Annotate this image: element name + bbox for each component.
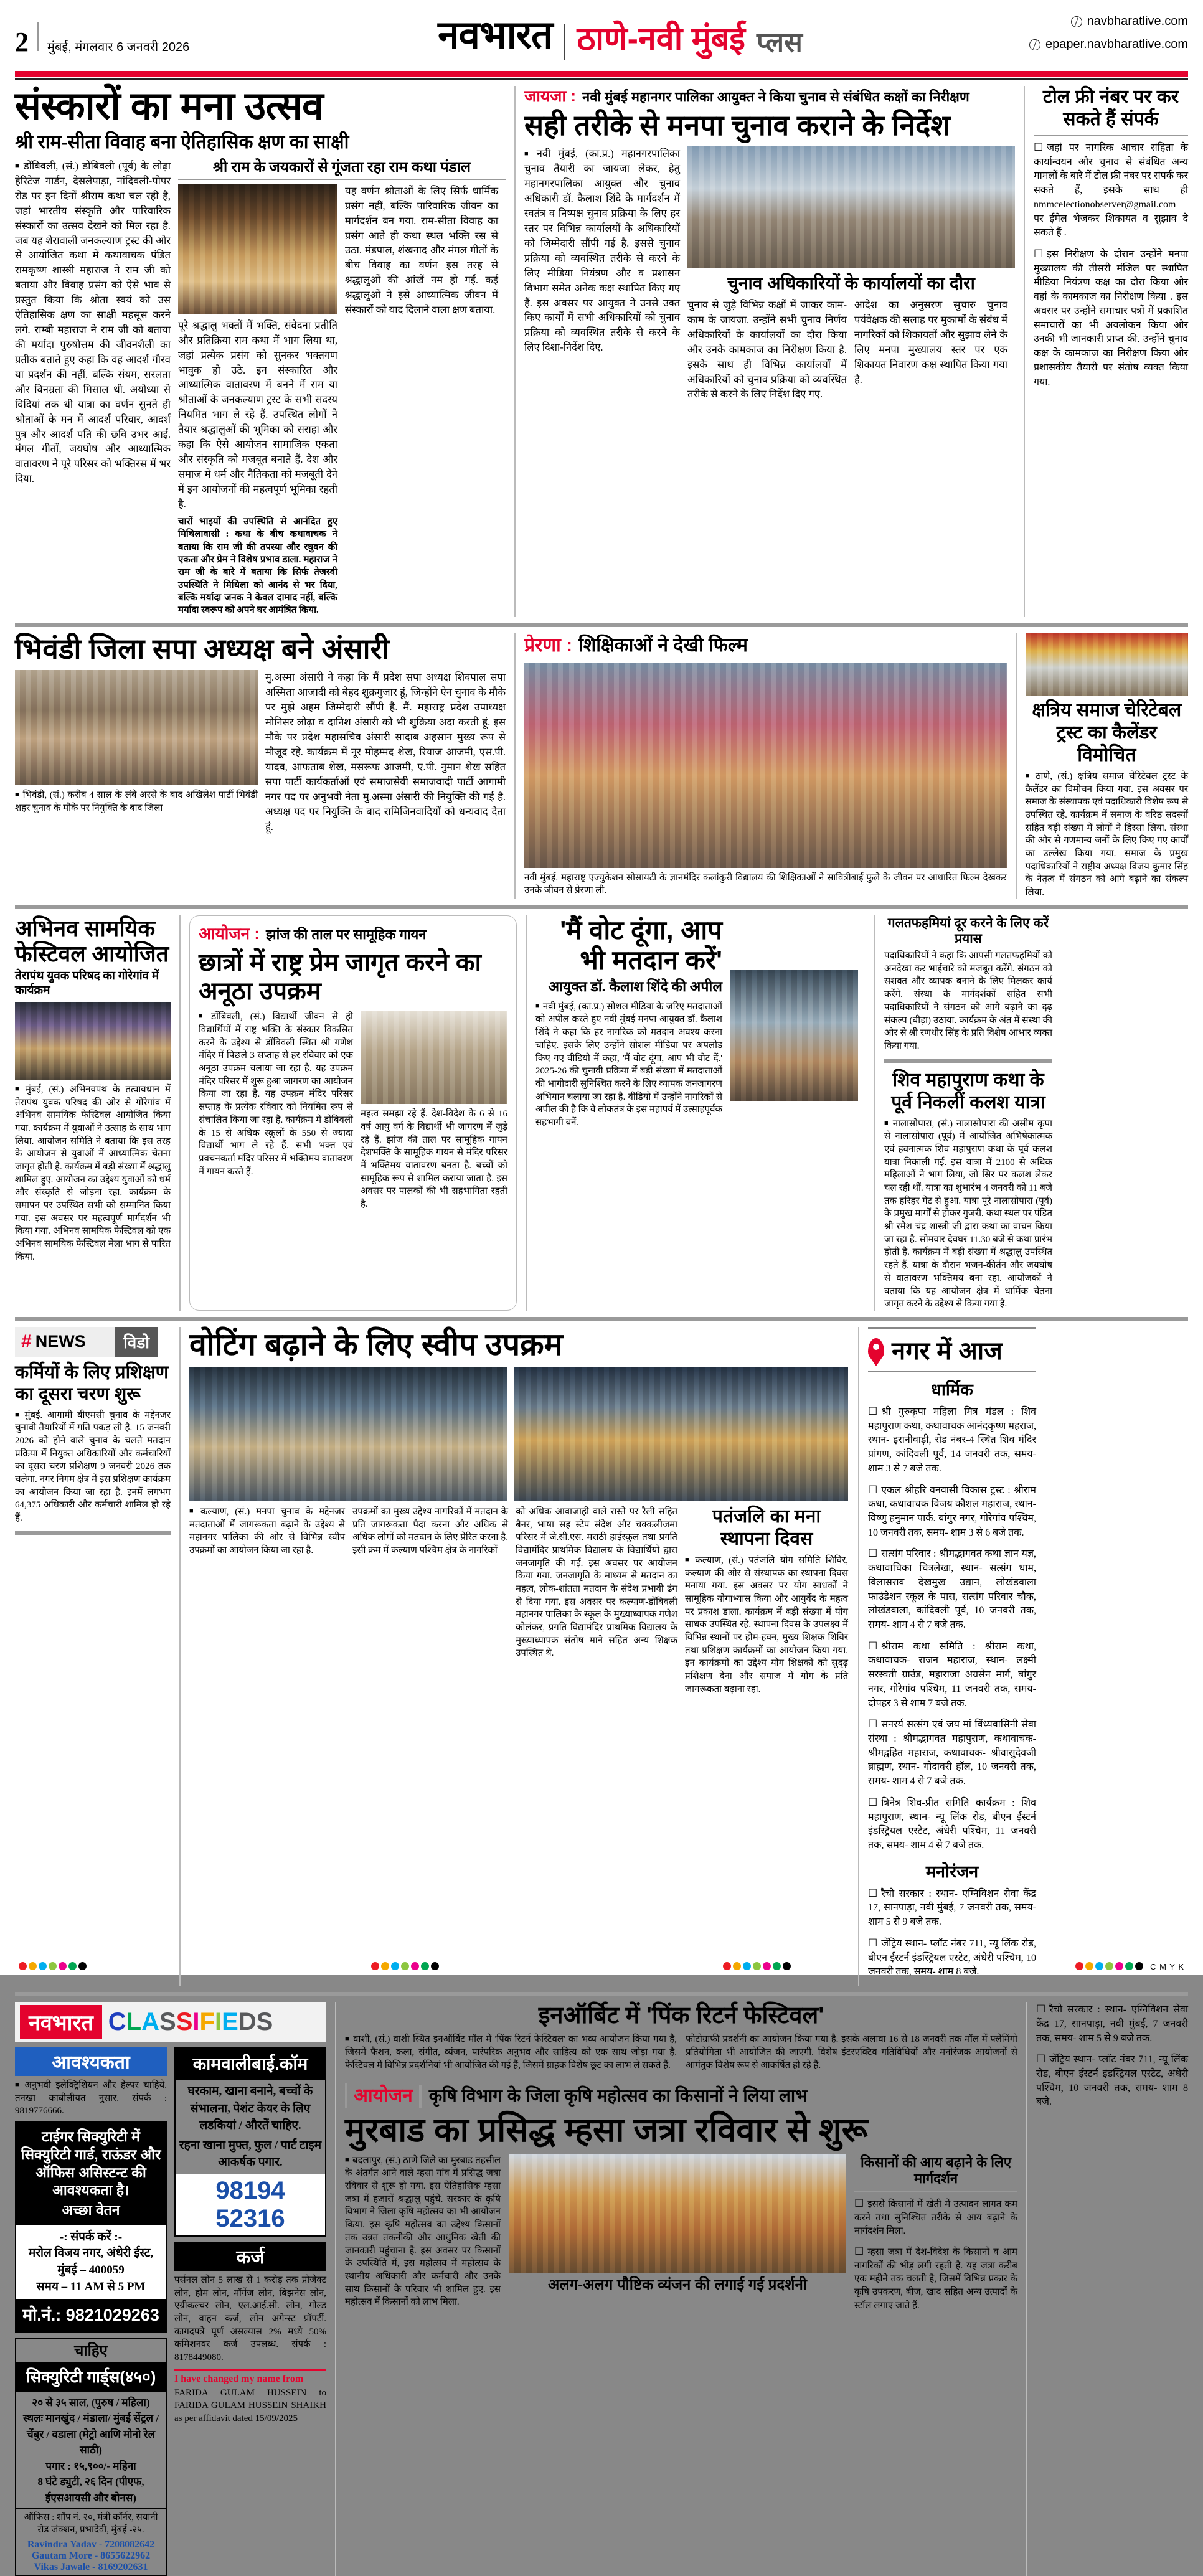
column-separator [1024,86,1025,617]
city-today-item: ☐ सनरर्य सत्संग एवं जय मां विंध्यवासिनी सेवा संस्था : श्रीमद्भागवत महापुराण, कथावाचक- श्रीमद्वहित महाराज, कथावाचक- श्रीवासुदेवजी ब्राह्मण, स्थान- गोदावरी हॉल, 10 जनवरी तक, समय- शाम 4 से 7 बजे तक. [868,1717,1036,1789]
section-rule [15,1317,1188,1321]
dot-group [19,1962,87,1971]
kaamwali-line2: रहना खाना मुफ्त, फुल / पार्ट टाइम आकर्षक पगार. [179,2138,322,2169]
brand-separator [564,24,565,60]
edition-plus: प्लस [756,27,803,58]
prerna-kicker-tag: प्रेरणा : [524,635,573,656]
sweep-col1: ■ कल्याण, (सं.) मनपा चुनाव के मद्देनजर मतदाताओं में जागरूकता बढ़ाने के उद्देश्य से महानगर पालिका की ओर से विभिन्न स्वीप उपक्रमों का आयोजन किया जा रहा है. [189,1506,345,1557]
vote-body: ■ नवी मुंबई, (का.प्र.) सोशल मीडिया के जरिए मतदाताओं को अपील करते हुए नवी मुंबई मनपा आयुक्त डॉ. कैलाश शिंदे ने कहा कि हर नागरिक को मतदान अवश्य करना चाहिए. इसके लिए उन्होंने सोशल मीडिया पर अपलोड किए गए वीडियो में कहा, 'मैं वोट दूंगा, आप भी वोट दें.' 2025-26 की चुनावी प्रक्रिया में बड़ी संख्या में मतदाताओं की भागीदारी सुनिश्चित करने के लिए व्यापक जनजागरण अभियान चलाया जा रहा है. वीडियो में उन्होंने नागरिकों से अपील की है कि वे लोकतंत्र के इस महापर्व में उत्साहपूर्वक सहभागी बनें. [535,1001,722,1130]
murbad-headline: मुरबाड का प्रसिद्ध म्हसा जत्रा रविवार से शुरू [345,2111,868,2149]
section-rule [15,623,1188,627]
tiger-mobile[interactable]: मो.नं.: 9821029263 [22,2306,159,2325]
aayojan-kicker-tag: आयोजन : [199,923,260,943]
dot-group [371,1962,439,1971]
manpa-subheadline: चुनाव अधिकारियों के कार्यालयों का दौरा [727,273,975,293]
abhinav-body: ■ मुंबई, (सं.) अभिनवपंथ के तत्वावधान में तेरापंथ युवक परिषद की ओर से गोरेगांव में अभिनव सामयिक फेस्टिवल आयोजित किया गया. कार्यक्रम में युवाओं ने उत्साह के साथ भाग लिया. आयोजन समिति ने बताया कि इस तरह के आयोजन से युवाओं में आध्यात्मिक चेतना जागृत होती है. कार्यक्रम में बड़ी संख्या में श्रद्धालु शामिल हुए. आयोजन का उद्देश्य युवाओं को धर्म और संस्कृति से जोड़ना रहा. कार्यक्रम के समापन पर उपस्थित सभी को सम्मानित किया गया. इस अवसर पर महत्वपूर्ण मार्गदर्शन भी किया गया. अभिनव सामयिक फेस्टिवल को एक अभिनव सामयिक फेस्टिवल मेला भाग से पारित किया. [15,1083,171,1264]
vote-photo [730,970,858,1101]
tollfree-item: ☐ इस निरीक्षण के दौरान उन्होंने मनपा मुख्यालय की तीसरी मंजिल पर स्थापित मीडिया नियंत्रण कक्ष का दौरा किया और वहां के कामकाज का निरीक्षण किया . इस अवसर पर उन्होंने समाचार पत्रों में प्रकाशित समाचारों का भी अवलोकन किया और उनकी भी जानकारी प्राप्त की. उन्होंने चुनाव कक्ष के कामकाज का निरीक्षण किया और प्रशासकीय तैयारी पर संतोष व्यक्त किया गया. [1034,247,1188,389]
prerna-caption: नवी मुंबई. महाराष्ट्र एज्युकेशन सोसायटी के ज्ञानमंदिर कलांकुरी विद्यालय की शिक्षिकाओं ने सावित्रीबाई फुले के जीवन पर आधारित फिल्म देखकर उनके जीवन से प्रेरणा ली. [524,872,1007,896]
news-label: NEWS [35,1332,86,1351]
lead-col3: यह वर्णन श्रोताओं के लिए सिर्फ धार्मिक प्रसंग नहीं, बल्कि पारिवारिक जीवन का मार्गदर्शन बन गया. राम-सीता विवाह का प्रसंग आते ही कथा स्थल भक्ति रस से उठा. मंडपाल, शंखनाद और मंगल गीतों के बीच विवाह का वर्णन इस तरह से श्रद्धालुओं की आंखें नम हो गईं. कई श्रद्धालुओं ने इसे आध्यात्मिक जीवन में संस्कारों को याद दिलाने वाला क्षण बताया. [345,184,498,316]
tollfree-title: टोल फ्री नंबर पर कर सकते हैं संपर्क [1042,87,1179,130]
city-today-item: ☐ एकल श्रीहरि वनवासी विकास ट्रस्ट : श्रीराम कथा, कथावाचक विजय कौशल महाराज, स्थान- विष्णु हनुमान पार्क. बांगुर नगर, गोरेगांव पश्चिम, 10 जनवरी तक, समय- शाम 3 से 6 बजे तक. [868,1483,1036,1540]
row-five [15,2002,1188,2576]
news-video-badge[interactable] [15,1327,158,1357]
lead-headline: संस्कारों का मना उत्सव [15,85,324,128]
city-today-item: ☐ रैचो सरकार : स्थान- एग्निविशन सेवा केंद्र 17, सानपाड़ा, नवी मुंबई, 7 जनवरी तक, समय- शाम 5 से 9 बजे तक. [1036,2002,1188,2045]
aayojan-photo [361,1011,507,1104]
kshatriya-sub-body: पदाधिकारियों ने कहा कि आपसी गलतफहमियों को अनदेखा कर भाईचारे को मजबूत करेंगे. संगठन को सशक्त और व्यापक बनाने के लिए मिलकर कार्य करेंगे. संस्था के मार्गदर्शकों सहित सभी पदाधिकारियों ने संगठन को आगे बढ़ाने का दृढ़ संकल्प (बीड़ा) उठाया. कार्यक्रम के अंत में संस्था की ओर से श्री रणधीर सिंह के प्रति विशेष आभार व्यक्त किया गया. [884,951,1052,1051]
kshatriya-body: ■ ठाणे, (सं.) क्षत्रिय समाज चेरिटेबल ट्रस्ट के कैलेंडर का विमोचन किया गया. इस अवसर पर समाज के संस्थापक एवं पदाधिकारी विशेष रूप से उपस्थित रहे. कार्यक्रम में समाज के वरिष्ठ सदस्यों सहित बड़ी संख्या में लोगों ने हिस्सा लिया. संस्था की ओर से गणमान्य जनों के लिए किए गए कार्यों का उल्लेख किया गया. समाज के प्रमुख पदाधिकारियों ने राष्ट्रीय अध्यक्ष विजय कुमार सिंह के नेतृत्व में संगठन को आगे बढ़ाने का संकल्प लिया. [1026,770,1188,899]
epaper-url: epaper.navbharatlive.com [1045,37,1188,51]
kshatriya-photo [1026,633,1188,696]
aayojan-kicker-text: झांज की ताल पर सामूहिक गायन [266,926,427,942]
city-today-item: ☐ जेंट्रिय स्थान- प्लॉट नंबर 711, न्यू लिंक रोड, बीएन ईस्टर्न इंडस्ट्रियल एस्टेट, अंधेरी पश्चिम, 10 जनवरी तक, समय- शाम 8 बजे. [868,1936,1036,1979]
guard-place: स्थलः मानखुंद / मंडाला/ मुंबई सेंट्रल / चेंबुर / वडाला (मेट्रो आणि मोनो रेल साठी) [22,2412,159,2456]
manpa-col1: ■ नवी मुंबई, (का.प्र.) महानगरपालिका चुनाव तैयारी का जायजा लेकर, हेतु महानगरपालिका आयुक्त और चुनाव अधिकारी डॉ. कैलाश शिंदे के मार्गदर्शन में स्वतंत्र व निष्पक्ष चुनाव प्रक्रिया के लिए हर स्तर पर विभिन्न कार्यालयों के अधिकारियों को जिम्मेदारी सौंपी गई है. इससे चुनाव प्रक्रिया को व्यवस्थित तरीके से करने के लिए मीडिया नियंत्रण और व प्रशासन विभाग समेत अनेक कक्ष स्थापित किए गए हैं. इस अवसर पर आयुक्त ने उनसे उक्त किए कार्यों में सभी अधिकारियों को चुनाव प्रक्रिया को व्यवस्थित तरीके से करने के लिए दिशा-निर्देश दिए. [524,146,680,355]
aayojan-kicker [199,923,507,945]
row-three [15,915,1188,1311]
aayojan-col1: ■ डोंबिवली, (सं.) विद्यार्थी जीवन से ही विद्यार्थियों में राष्ट्र भक्ति के संस्कार विकसित करने के उद्देश्य से डोंबिवली स्थित श्री गणेश मंदिर में पिछले 3 सप्ताह से हर रविवार को एक अनूठा उपक्रम चलाया जा रहा है. यह उपक्रम मंदिर परिसर में शुरू हुआ जागरण का आयोजन किया जा रहा है. यह उपक्रम मंदिर परिसर सप्ताह के प्रत्येक रविवार को नियमित रूप से संचालित किया जा रहा है. कार्यक्रम में डोंबिवली के 15 से अधिक स्कूलों के 550 से ज्यादा विद्यार्थी भाग ले रहे हैं. सभी भक्त एवं प्रवचनकर्ता मंदिर परिसर में भक्तिमय वातावरण में गायन करते हैं. [199,1011,353,1178]
murbad-kicker-text: कृषि विभाग के जिला कृषि महोत्सव का किसानों ने लिया लाभ [419,2085,808,2107]
bhiwandi-photo [15,670,258,785]
tiger-ad-salary: अच्छा वेतन [62,2202,120,2219]
manpa-col3: आदेश का अनुसरण सुचारु चुनाव पर्यवेक्षक की सलाह पर मुकामों के संबंध में नागरिकों को शिकायतों और सुझाव लेने के लिए मनपा मुख्यालय स्तर पर एक शिकायत निवारण कक्ष स्थापित किया गया है. [854,298,1007,385]
avashyakta-head: आवश्यकता [15,2047,167,2076]
guard-title: सिक्युरिटी गार्ड्स(४५०) [26,2367,156,2387]
lead-col2-kicker: श्री राम के जयकारों से गूंजता रहा राम कथा पंडाल [178,159,506,180]
guard-office: ऑफिस : शॉप नं. २०, मंत्री कॉर्नर, सयानी रोड जंक्शन, प्रभादेवी, मुंबई -२५. [16,2508,166,2537]
column-separator [179,915,181,1311]
classifieds-word: CLASSIFIEDS [108,2007,273,2036]
manpa-kicker-text: नवी मुंबई महानगर पालिका आयुक्त ने किया चुनाव से संबंधित कक्षों का निरीक्षण [582,89,969,105]
guard-contact-3[interactable]: Vikas Jawale - 8169202631 [34,2562,148,2573]
column-separator [179,1327,181,1986]
column-separator [514,633,516,899]
city-today-header [868,1327,1036,1372]
lead-photo-caption: चारों भाइयों की उपस्थिति से आनंदित हुए मिथिलावासी : कथा के बीच कथावाचक ने बताया कि राम जी की तपस्या और रघुवन की एकता और प्रेम ने विशेष प्रभाव डाला. महाराज ने राम जी के बारे में बताया कि सिर्फ तेजस्वी उपस्थिति ने मिथिला को आनंद से भर दिया, बल्कि मर्यादा जनक ने केवल दामाद नहीं, बल्कि मर्यादा स्वरूप को अपने घर आमंत्रित किया. [178,516,337,616]
guard-head: चाहिए [74,2343,108,2360]
tiger-contact-head: -: संपर्क करें :- [59,2230,123,2243]
sweep-col2: उपक्रमों का मुख्य उद्देश्य नागरिकों में मतदान के प्रति जागरूकता पैदा करना और अधिक से अधिक लोगों को मतदान के लिए प्रेरित करना है. इसी क्रम में कल्याण पश्चिम क्षेत्र के नागरिकों [352,1506,508,1555]
section-rule [15,905,1188,909]
karj-head: कर्ज [174,2242,326,2271]
website-url: navbharatlive.com [1087,14,1188,28]
pink-headline: इनऑर्बिट में 'पिंक रिटर्न फेस्टिवल' [538,2003,824,2029]
city-today-overflow [1036,2002,1188,2576]
murbad-photo [509,2154,846,2273]
cmyk-label: C M Y K [1150,1962,1184,1971]
karj-body: पर्सनल लोन 5 लाख से 1 करोड़ तक प्रोजेक्ट लोन, होम लोन, मॉर्गेज लोन, बिझनेस लोन, एग्रीकल्चर लोन, एल.आई.सी. लोन, गोल्ड लोन, वाहन कर्ज, लोन अगेन्स्ट प्रॉपर्टी. कागदपत्रे पूर्ण असल्यास 2% मध्ये 50% कमिशनवर कर्ज उपलब्ध. संपर्क : 8178449080. [174,2275,326,2362]
guard-duty: 8 घंटे ड्युटी, २६ दिन (पीएफ, ईएसआयसी और बोनस) [37,2476,144,2504]
classifieds-header [15,2002,326,2042]
globe-icon [1029,39,1040,50]
murbad-sub-item: ☐ म्हसा जत्रा में देश-विदेश के किसानों व आम नागरिकों की भीड़ लगी रहती है. यह जत्रा करीब एक महीने तक चलती है, जिसमें विभिन्न प्रकार के कृषि उपकरण, बीज, खाद सहित अन्य उत्पादों के स्टॉल लगाए जाते हैं. [854,2244,1017,2312]
city-today-item: ☐ श्रीराम कथा समिति : श्रीराम कथा, कथावाचक- राजन महाराज, स्थान- लक्ष्मी सरस्वती ग्राउंड, महाराजा अग्रसेन मार्ग, बांगुर नगर, गोरेगांव पश्चिम, 11 जनवरी तक, समय- दोपहर 3 से शाम 7 बजे तक. [868,1639,1036,1711]
abhinav-photo [15,1002,171,1080]
vote-story [535,915,866,1311]
manpa-kicker-tag: जायजा : [524,87,577,105]
bhiwandi-col2: मु.अस्मा अंसारी ने कहा कि मैं प्रदेश सपा अध्यक्ष शिवपाल सपा अस्मिता आजादी को बेहद शुक्रगुजार हूं, जिन्होंने ऐन चुनाव के मौके पर मुझे अहम जिम्मेदारी सौंपी है. मैं. महाराष्ट्र प्रदेश उपाध्यक्ष मोनिसर लोढ़ा व दानिश अंसारी को भी शुक्रिया अदा करती हूं. इस मौके पर प्रदेश महासचिव अंसारी सादाब अहसान मुख्य रूप से मौजूद रहे. कार्यक्रम में नूर मोहम्मद शेख, रियाज आजमी, एस.पी. यादव, आफताब शेख, मसरूफ आजमी, ए.पी. नुमान शेख सहित सपा पार्टी कार्यकर्ताओं एवं समाजसेवी समाजवादी पार्टी आगामी नगर पद पर अनुभवी नेता मु.अस्मा अंसारी की नियुक्ति की गई है. अध्यक्ष पद पर नियुक्ति के बाद रामिजिनवादियों को धन्यवाद देता हूं. [265,671,506,833]
city-today-panel [868,1327,1036,1986]
tiger-ad-title: टाईगर सिक्युरिटी में सिक्युरिटी गार्ड, राऊंडर और ऑफिस असिस्टन्ट की आवश्यकता है। [21,2128,161,2199]
name-change-head: I have changed my name from [174,2373,304,2384]
shiv-story [884,915,1052,1311]
prerna-kicker [524,633,1007,658]
patanjali-photo [514,1367,848,1501]
kshatriya-story [1026,633,1188,899]
abhinav-headline: अभिनव सामयिक फेस्टिवल आयोजित [15,915,169,967]
classifieds-block [15,2002,326,2576]
lead-photo [178,184,337,314]
masthead-divider [37,22,39,51]
brand-name: नवभारत [438,14,553,57]
pink-murbad-block [345,2002,1017,2576]
website-line[interactable] [902,10,1188,33]
name-change-body: FARIDA GULAM HUSSEIN to FARIDA GULAM HUSSEIN SHAIKH as per affidavit dated 15/09/2025 [174,2387,326,2423]
kaamwali-brand: कामवालीबाई.कॉम [192,2054,308,2074]
sweep-headline: वोटिंग बढ़ाने के लिए स्वीप उपक्रम [189,1326,563,1362]
masthead-left [15,22,339,62]
city-today-section-name: धार्मिक [931,1380,973,1399]
lead-col1: ■ डोंबिवली, (सं.) डोंबिवली (पूर्व) के लोढ़ा हेरिटेज गार्डन, देसलेपाड़ा, नांदिवली-पोपर रोड पर इन दिनों श्रीराम कथा चल रही है, जहां भारतीय संस्कृति और पारिवारिक संस्कारों का उत्सव देखने को मिल रहा है. जब यह शेरावाली जनकल्याण ट्रस्ट की ओर से आयोजित कथा में कथावाचक पंडित रामकृष्ण शास्त्री महाराज ने राम जी को बताया और विवाह प्रसंग को ऐसे भाव से प्रस्तुत किया कि श्रोता स्वयं को उस ऐतिहासिक क्षण का साक्षी महसूस करने लगे. राम्बी महाराज ने राम जी को बताया की मर्यादा पुरुषोत्तम की जीवनशैली का प्रतीक बताते हुए कहा कि वह आदर्श गौरव या प्रदर्शन की नहीं, बल्कि संयम, सरलता और विनम्रता की मिसाल थी. अयोध्या से विदियां तक थी यात्रा का वर्णन सुनते ही श्रोताओं के मन में आदर्श परिवार, आदर्श पुत्र और आदर्श पति की छवि उभर आई. मंगल गीतों, जयघोष और आध्यात्मिक वातावरण ने पूरे परिसर को भक्तिरस में भर दिया. [15,159,171,486]
lead-col2: पूरे श्रद्धालु भक्तों में भक्ति, संवेदना प्रतीति और प्रतिक्रिया राम कथा में भाग लिया था, जहां प्रत्येक प्रसंग को सुनकर भक्तगण भावुक हो उठे. इन संस्कारित और आध्यात्मिक वातावरण में बनने में राम या श्रोताओं के जनकल्याण ट्रस्ट के सभी सदस्य नियमित भाग ले रहे हैं. उपस्थित लोगों ने तैयार श्रद्धालुओं की भूमिका को सराहा और कहा कि ऐसे आयोजन सामाजिक एकता और संस्कृति को मजबूत बनाते हैं. देश और समाज में धर्म और नैतिकता को मजबूती देने में इन आयोजनों की महत्वपूर्ण भूमिका रहती है. [178,319,337,510]
date-line: मुंबई, मंगलवार 6 जनवरी 2026 [47,40,190,54]
aayojan-headline: छात्रों में राष्ट्र प्रेम जागृत करने का अनूठा उपक्रम [199,948,481,1005]
classifieds-brand: नवभारत [20,2005,102,2039]
row-four [15,1327,1188,1986]
lead-subhead: श्री राम-सीता विवाह बना ऐतिहासिक क्षण का साक्षी [15,131,349,153]
city-today-item: ☐ त्रिनेत्र शिव-प्रीत समिति कार्यक्रम : शिव महापुराण, स्थान- न्यू लिंक रोड, बीएन ईस्टर्न इंडस्ट्रियल एस्टेट, अंधेरी पश्चिम, 11 जनवरी तक, समय- शाम 4 से 7 बजे तक. [868,1795,1036,1853]
murbad-photo-caption: अलग-अलग पौष्टिक व्यंजन की लगाई गई प्रदर्शनी [548,2276,807,2293]
globe-icon [1071,16,1082,27]
murbad-sub-title: किसानों की आय बढ़ाने के लिए मार्गदर्शन [860,2154,1011,2187]
page-number: 2 [15,27,29,57]
guard-contact-1[interactable]: Ravindra Yadav - 7208082642 [27,2539,155,2550]
sweep-col3: को अधिक आवाजाही वाले रास्ते पर रैली सहित बैनर, भाषा सह स्टेप संदेश और चक्कलीजमा परिसर में जे.सी.एस. मराठी हाईस्कूल तथा प्रगति विद्यामंदिर प्राथमिक विद्यालय के विद्यार्थियों द्वारा जनजागृति की गई. इस अवसर पर आयोजन किया गया. जनजागृति के माध्यम से मतदान का महत्व, लोक-शांतता मतदान के संदेश प्रभावी ढंग से दिया गया. इस अवसर पर कल्याण-डोंबिवली महानगर पालिका के स्कूल के मुख्याध्यापक गणेश कोलंकर, प्रगति विद्यामंदिर प्राथमिक विद्यालय के मुख्याध्यापक संतोष माने सहित अन्य शिक्षक उपस्थित थे. [516,1506,677,1659]
row-two [15,633,1188,899]
column-separator [1026,2002,1027,2576]
prerna-kicker-text: शिक्षिकाओं ने देखी फिल्म [578,635,748,656]
registration-marks [0,1962,1203,1971]
city-today-title: नगर में आज [892,1337,1003,1365]
kaamwali-phone[interactable]: 98194 52316 [176,2174,325,2235]
kaamwali-line1: घरकाम, खाना बनाने, बच्चों के संभालना, पेशंट केयर के लिए लडकियां / औरतें चाहिए. [187,2085,313,2133]
news-video-body: ■ मुंबई. आगामी बीएमसी चुनाव के मद्देनजर चुनावी तैयारियों में गति पकड़ ली है. 15 जनवरी 2026 को होने वाले चुनाव के चलते मतदान प्रक्रिया में नियुक्त अधिकारियों और कर्मचारियों का दूसरा चरण प्रशिक्षण 9 जनवरी 2026 तक चलेगा. नगर निगम क्षेत्र में इस प्रशिक्षण कार्यक्रम का आयोजन किया जा रहा है. इनमें लगभग 64,375 अधिकारी और कर्मचारी शामिल हो रहे हैं. [15,1409,171,1525]
tollfree-box [1034,86,1188,617]
aayojan-col2: महत्व समझा रहे हैं. देश-विदेश के 6 से 16 वर्ष आयु वर्ग के विद्यार्थी भी जागरण में जुड़े रहे हैं. झांज की ताल पर सामूहिक गायन देशभक्ति के सामूहिक गायन से मंदिर परिसर में भक्तिमय वातावरण बनता है. बच्चों को सामूहिक रूप से शामिल कराया जाता है. इस अवसर पर पालकों की भी सहभागिता रहती है. [360,1109,507,1210]
manpa-photo [687,146,1015,268]
sweep-photo [189,1367,507,1501]
column-separator [335,2002,336,2576]
tiger-time: समय – 11 AM से 5 PM [36,2280,146,2293]
column-separator [514,86,516,617]
abhinav-story [15,915,171,1311]
column-separator [874,915,875,1311]
row-lead [15,86,1188,617]
column-separator [1016,633,1017,899]
news-video-story [15,1327,171,1986]
guard-contact-2[interactable]: Gautam More - 8655622962 [31,2550,151,2562]
hash-icon: # [21,1331,32,1352]
murbad-sub-item: ☐ इससे किसानों में खेती में उत्पादन लागत कम करने तथा सुनिश्चित तरीके से आय बढ़ाने के मार्गदर्शन मिला. [854,2196,1017,2238]
kshatriya-headline: क्षत्रिय समाज चेरिटेबल ट्रस्ट का कैलेंडर विमोचित [1032,699,1182,765]
manpa-story [524,86,1015,617]
aayojan-story [189,915,517,1311]
video-label: विडो [115,1327,158,1357]
column-separator [858,1327,859,1986]
city-today-item: ☐ रैचो सरकार : स्थान- एग्निविशन सेवा केंद्र 17, सानपाड़ा, नवी मुंबई, 7 जनवरी तक, समय- शाम 5 से 9 बजे तक. [868,1886,1036,1930]
pink-col2: फोटोग्राफी प्रदर्शनी का आयोजन किया गया है. इसके अलावा 16 से 18 जनवरी तक मॉल में फ्लेमिंगो प्रतियोगिता भी आयोजित की जाएगी. विशेष इंटरएक्टिव गतिविधियों और मनोरंजक आयोजनों से आगंतुक विशेष रूप से आकर्षित हो रहे हैं. [686,2034,1017,2070]
city-today-item: ☐ श्री गुरुकृपा महिला मित्र मंडल : शिव महापुराण कथा, कथावाचक आनंदकृष्ण महराज, स्थान- इरानीवाड़ी, रोड नंबर-4 स्थित शिव मंदिर प्रांगण, कांदिवली पूर्व, 14 जनवरी तक, समय- शाम 3 से 7 बजे तक. [868,1404,1036,1476]
pink-col1: ■ वाशी, (सं.) वाशी स्थित इनऑर्बिट मॉल में 'पिंक रिटर्न फेस्टिवल' का भव्य आयोजन किया गया है, जिसमें फैशन, कला, संगीत, व्यंजन, पारंपरिक अनुभव और साहित्य को एक साथ जोड़ा गया है. फेस्टिवल में विभिन्न प्रदर्शनियां भी आयोजित की गई हैं, जिसमें ग्राहक विशेष छूट का लाभ ले सकते हैं. [345,2033,677,2072]
tiger-address: मरोल विजय नगर, अंधेरी ईस्ट, मुंबई – 400059 [28,2247,154,2277]
prerna-photo [524,663,1007,868]
lead-story [15,86,506,617]
manpa-kicker [524,86,1015,107]
sweep-patanjali-block [189,1327,849,1986]
dot-group [1075,1962,1184,1971]
manpa-photo-caption: चुनाव से जुड़े विभिन्न कक्षों में जाकर काम-काम के जायजा. उन्होंने सभी चुनाव निर्णय अधिकारियों के कार्यालयों का दौरा किया और उनके कामकाज का निरीक्षण किया है. इसके साथ ही विभिन्न कार्यालयों में अधिकारियों को चुनाव प्रक्रिया को व्यवस्थित तरीके से करने के लिए निर्देश दिए गए. [687,298,847,400]
city-today-item: ☐ जेंट्रिय स्थान- प्लॉट नंबर 711, न्यू लिंक रोड, बीएन ईस्टर्न इंडस्ट्रियल एस्टेट, अंधेरी पश्चिम, 10 जनवरी तक, समय- शाम 8 बजे. [1036,2052,1188,2110]
column-separator [526,915,527,1311]
bhiwandi-story [15,633,506,899]
section-rule [15,1992,1188,1996]
shiv-body: ■ नालासोपारा, (सं.) नालासोपारा की असीम कृपा से नालासोपारा (पूर्व) में आयोजित अभिषेकात्मक एवं हवनात्मक शिव महापुराण कथा के पूर्व कलश यात्रा निकाली गई. इस यात्रा में 2100 से अधिक महिलाओं ने भाग लिया, जो सिर पर कलश लेकर चल रही थीं. यात्रा का शुभारंभ 4 जनवरी को 11 बजे तक हरिहर गेट से हुआ. यात्रा पूरे नालासोपारा (पूर्व) के प्रमुख मार्गों से होकर गुजरी. कथा स्थल पर पंडित श्री रमेश चंद्र शास्त्री जी द्वारा कथा का वाचन किया जा रहा है. सोमवार देवघर 11.30 बजे से कथा प्रारंभ होती है. कार्यक्रम में बड़ी संख्या में श्रद्धालु उपस्थित रहते हैं. यात्रा के दौरान भजन-कीर्तन और जयघोष से वातावरण भक्तिमय बना रहा. आयोजकों ने बताया कि यह आयोजन क्षेत्र में धार्मिक चेतना जागृत करने के उद्देश्य से किया गया है. [884,1118,1052,1311]
epaper-line[interactable] [902,33,1188,56]
masthead [0,0,1203,68]
bhiwandi-caption: ■ भिवंडी, (सं.) करीब 4 साल के लंबे अरसे के बाद अखिलेश पार्टी भिवंडी शहर चुनाव के मौके पर नियुक्ति के बाद जिला [15,789,258,814]
classifieds-col2 [174,2047,326,2576]
murbad-col1: ■ बदलापुर, (सं.) ठाणे जिले का मुरबाड तहसील के अंतर्गत आने वाले म्हसा गांव में प्रसिद्ध जत्रा रविवार से शुरू हो गया. इस ऐतिहासिक म्हसा जत्रा में हजारों श्रद्धालु पहुंचे. सरकार के कृषि विभाग ने जिला कृषि महोत्सव का भी आयोजन किया. इस कृषि महोत्सव का उद्देश्य किसानों तक उन्नत तकनीकी और आधुनिक खेती की जानकारी पहुंचाना है. इस अवसर पर किसानों के उपस्थिति में, इस महोत्सव में महोत्सव के स्थानीय अधिकारी और कर्मचारी और उनके साथ किसानों के परिवार भी शामिल हुए. इस महोत्सव में किसानों को लाभ मिला. [345,2154,501,2309]
bhiwandi-headline: भिवंडी जिला सपा अध्यक्ष बने अंसारी [15,632,390,665]
kshatriya-sub-title: गलतफहमियां दूर करने के लिए करें प्रयास [887,915,1049,946]
shiv-headline: शिव महापुराण कथा के पूर्व निकलीं कलश यात्रा [891,1069,1045,1113]
patanjali-headline: पतंजलि का मना स्थापना दिवस [712,1506,821,1549]
city-today-item: ☐ सत्संग परिवार : श्रीमद्भागवत कथा ज्ञान यज्ञ, कथावाचिका चित्रलेखा, स्थान- सत्संग धाम, विलासराव देखमुख उद्यान, लोखंडवाला फाउंडेशन स्कूल के पास, सत्संग परिवार चौक, लोखंडवाला, कांदिवली पूर्व, 10 जनवरी तक, समय- शाम 4 से 7 बजे तक. [868,1546,1036,1632]
guard-pay: पगार : १५,९००/- महिना [45,2460,136,2472]
location-pin-icon [868,1338,884,1361]
city-today-section-name: मनोरंजन [925,1862,979,1881]
prerna-story [524,633,1007,899]
avashyakta-item: ■ अनुभवी इलेक्ट्रिशियन और हेल्पर चाहिये. तनखा काबीलीयत नुसार. संपर्क : 9819776666. [15,2079,167,2118]
vote-subhead: आयुक्त डॉ. कैलाश शिंदे की अपील [548,979,722,995]
masthead-red-rule [15,71,1188,77]
abhinav-subhead: तेरापंथ युवक परिषद का गोरेगांव में कार्यक्रम [15,970,159,998]
manpa-headline: सही तरीके से मनपा चुनाव कराने के निर्देश [524,108,950,141]
murbad-kicker-tag: आयोजन [345,2083,413,2108]
masthead-links [902,10,1188,62]
dot-group [723,1962,791,1971]
guard-age: २० से ३५ साल, (पुरुष / महिला) [32,2396,150,2409]
vote-headline: 'मैं वोट दूंगा, आप भी मतदान करें' [560,915,722,975]
classifieds-col1 [15,2047,167,2576]
news-video-headline: कर्मियों के लिए प्रशिक्षण का दूसरा चरण शुरू [15,1362,169,1404]
patanjali-body: ■ कल्याण, (सं.) पतंजलि योग समिति शिविर, कल्याण की ओर से संस्थापक का स्थापना दिवस मनाया गया. इस अवसर पर योग साधकों ने सामूहिक योगाभ्यास किया और आयुर्वेद के महत्व पर प्रकाश डाला. कार्यक्रम में बड़ी संख्या में योग साधक उपस्थित रहे. स्थापना दिवस के उपलक्ष्य में विभिन्न स्थानों पर होम-हवन, मुख्य शिक्षक शिविर तथा प्रशिक्षण कार्यक्रमों का आयोजन किया गया. इन कार्यक्रमों का उद्देश्य योग शिक्षकों को सुदृढ़ प्रशिक्षण देना और समाज में योग के प्रति जागरूकता बढ़ाना रहा. [685,1554,848,1696]
murbad-kicker [345,2083,1017,2108]
edition-name: ठाणे-नवी मुंबई [577,21,745,57]
tollfree-item: ☐ जहां पर नागरिक आचार संहिता के कार्यान्वयन और चुनाव से संबंधित अन्य मामलों के बारे में टोल फ्री नंबर पर संपर्क कर सकते हैं, इसके साथ ही nmmcelectionobserver@gmail.com पर ईमेल भेजकर शिकायत व सुझाव दे सकते हैं . [1034,140,1188,240]
masthead-center [339,7,902,62]
